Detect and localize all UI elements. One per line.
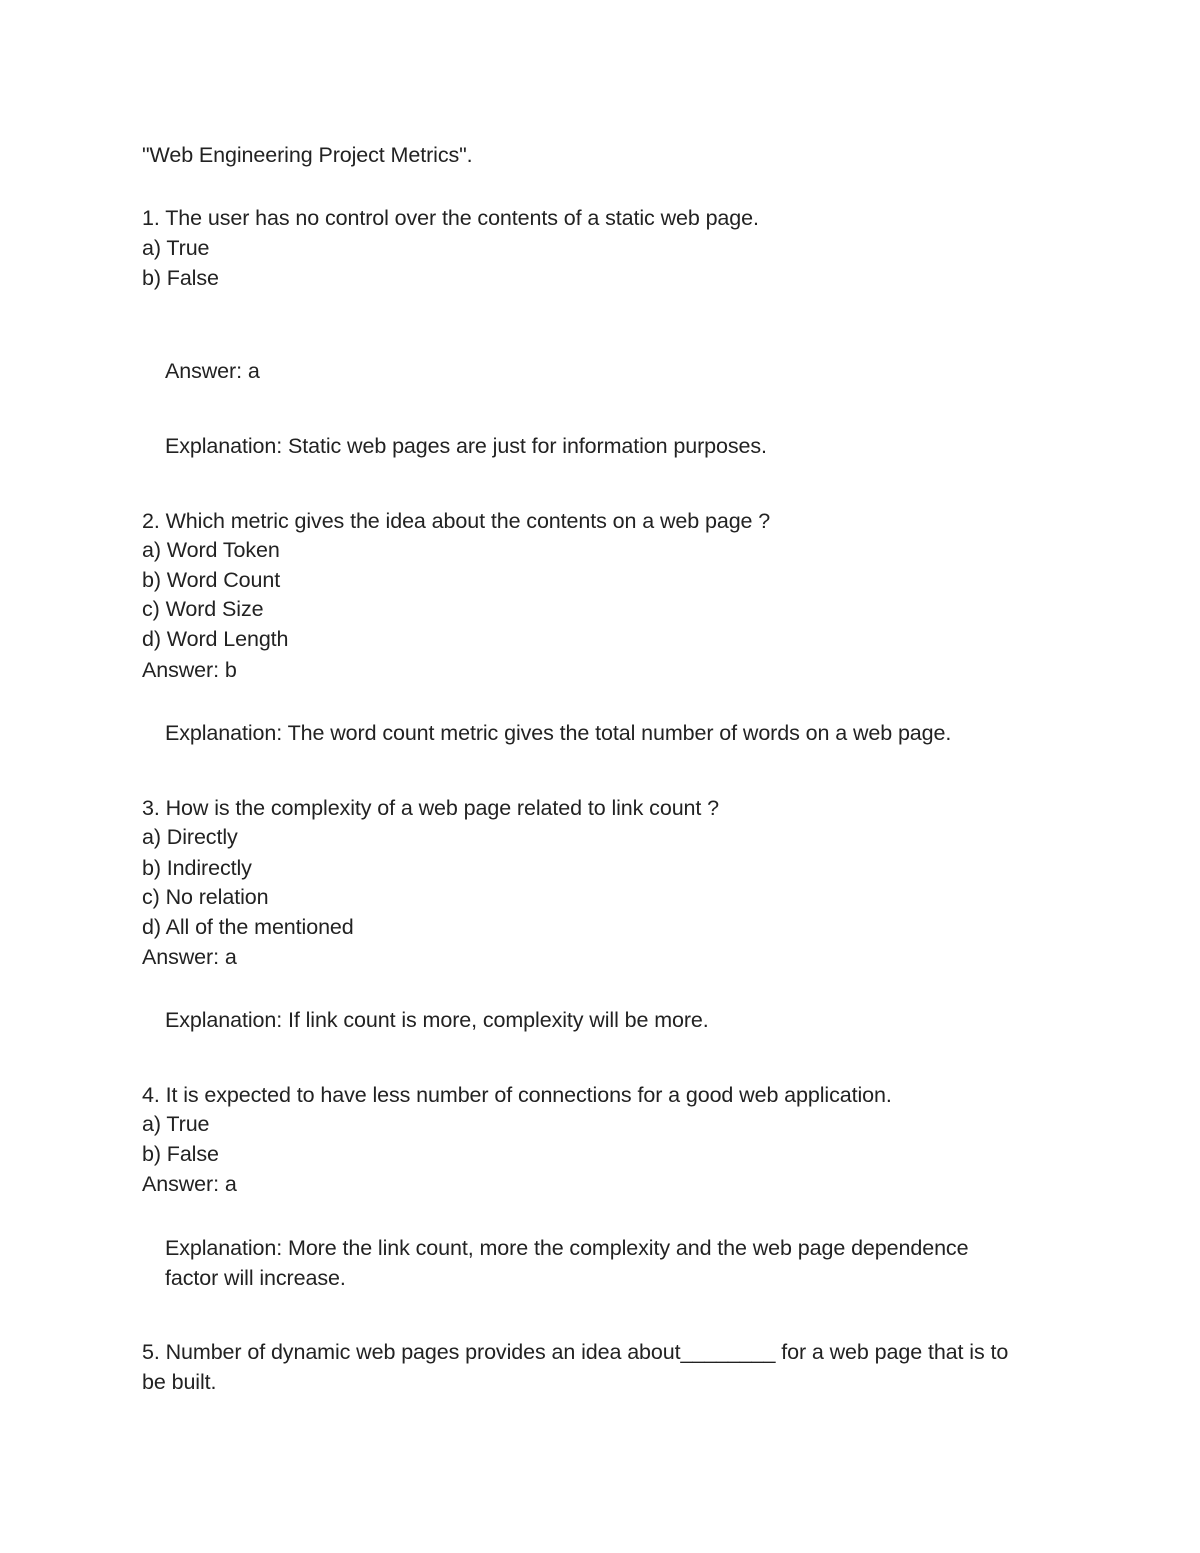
question-2-option-c: c) Word Size [142,597,264,621]
question-1-option-a: a) True [142,236,210,260]
question-4-text: 4. It is expected to have less number of connections for a good web application. [142,1083,892,1107]
question-5-text-line-2: be built. [142,1370,217,1394]
question-2-explanation: Explanation: The word count metric gives the total number of words on a web page. [165,721,952,745]
question-3-option-d: d) All of the mentioned [142,915,354,939]
question-5-text-line-1: 5. Number of dynamic web pages provides an idea about________ for a web page that is to [142,1340,1009,1364]
question-1-answer: Answer: a [165,359,260,383]
question-3-option-a: a) Directly [142,825,238,849]
question-2-answer: Answer: b [142,658,237,682]
question-4-option-b: b) False [142,1142,219,1166]
question-1-option-b: b) False [142,266,219,290]
question-1-explanation: Explanation: Static web pages are just for information purposes. [165,434,767,458]
question-2-option-b: b) Word Count [142,568,281,592]
document-title: "Web Engineering Project Metrics". [142,143,473,167]
question-4-explanation-line-2: factor will increase. [165,1266,346,1290]
question-4-answer: Answer: a [142,1172,237,1196]
question-4-explanation-line-1: Explanation: More the link count, more the complexity and the web page dependence [165,1236,969,1260]
question-3-text: 3. How is the complexity of a web page related to link count ? [142,796,720,820]
question-4-option-a: a) True [142,1112,210,1136]
question-3-option-b: b) Indirectly [142,856,252,880]
question-2-text: 2. Which metric gives the idea about the contents on a web page ? [142,509,771,533]
question-2-option-a: a) Word Token [142,538,280,562]
question-3-option-c: c) No relation [142,885,269,909]
question-3-answer: Answer: a [142,945,237,969]
question-1-text: 1. The user has no control over the contents of a static web page. [142,206,759,230]
question-3-explanation: Explanation: If link count is more, complexity will be more. [165,1008,709,1032]
question-2-option-d: d) Word Length [142,627,289,651]
